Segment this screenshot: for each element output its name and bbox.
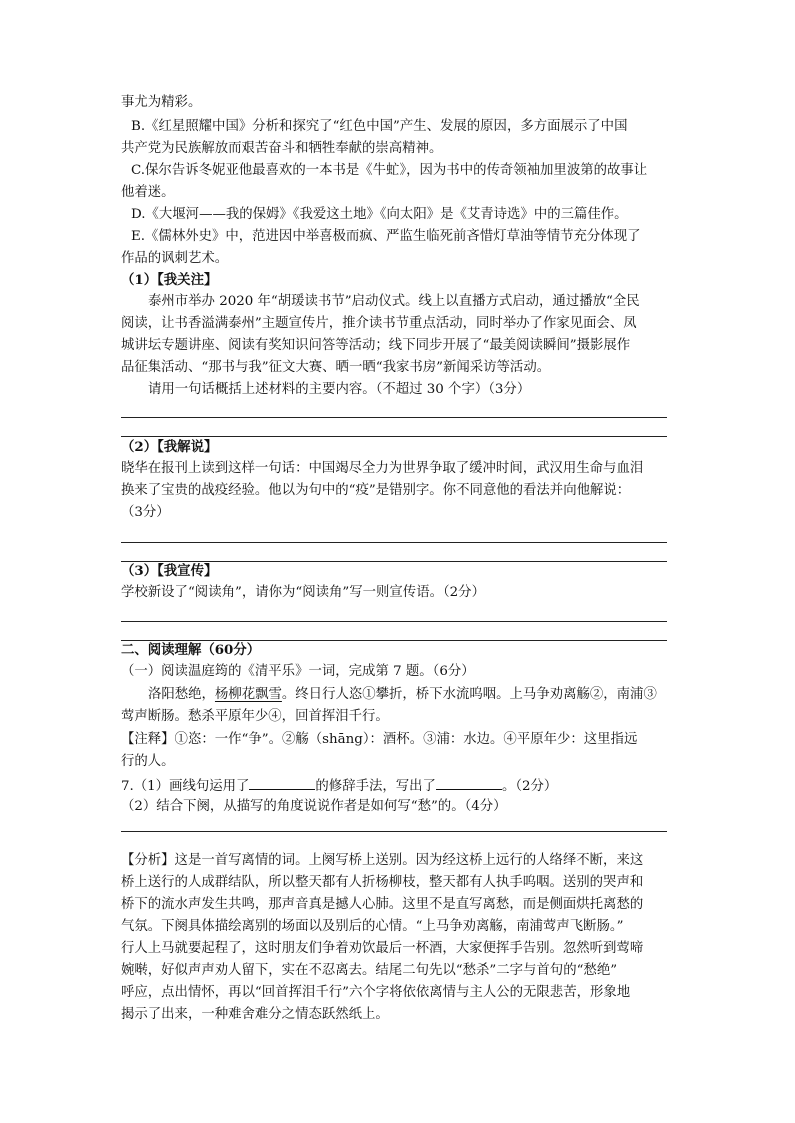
q7-part1 xyxy=(121,775,557,797)
answer-line[interactable] xyxy=(121,621,667,622)
q7-text: 。（2分） xyxy=(501,779,558,794)
q7-text: 7.（1）画线句运用了 xyxy=(121,779,250,794)
q2-para-line2: 换来了宝贵的战疫经验。他以为句中的“疫”是错别字。你不同意他的看法并向他解说： xyxy=(121,483,631,498)
choice-e-line2: 作品的讽刺艺术。 xyxy=(121,251,229,266)
poem-intro: （一）阅读温庭筠的《清平乐》一词，完成第 7 题。（6分） xyxy=(121,664,475,679)
choice-a-end: 事尤为精彩。 xyxy=(121,95,202,110)
fill-blank[interactable] xyxy=(249,775,315,790)
q1-para-line3: 城讲坛专题讲座、阅读有奖知识问答等活动；线下同步开展了“最美阅读瞬间”摄影展作 xyxy=(121,338,631,353)
q1-para-line1: 泰州市举办 2020 年“胡瑗读书节”启动仪式。线上以直播方式启动，通过播放“全民 xyxy=(148,294,640,309)
answer-line[interactable] xyxy=(121,417,667,418)
notes-line1: 【注释】①恣：一作“争”。②觞（shāng）：酒杯。③浦：水边。④平原年少：这里指远 xyxy=(121,732,638,747)
q1-question: 请用一句话概括上述材料的主要内容。（不超过 30 个字）（3分） xyxy=(148,382,531,397)
q7-part2: （2）结合下阕，从描写的角度说说作者是如何写“愁”的。（4分） xyxy=(121,799,507,814)
answer-line[interactable] xyxy=(121,831,667,832)
q2-para-line1: 晓华在报刊上读到这样一句话：中国竭尽全力为世界争取了缓冲时间，武汉用生命与血泪 xyxy=(121,461,644,476)
q2-para-line3: （3分） xyxy=(121,505,170,520)
fill-blank[interactable] xyxy=(436,775,502,790)
q7-text: 的修辞手法，写出了 xyxy=(315,779,436,794)
choice-c-line1: C.保尔告诉冬妮亚他最喜欢的一本书是《牛虻》，因为书中的传奇领袖加里波第的故事让 xyxy=(131,163,648,178)
analysis-line3: 桥下的流水声发生共鸣，那声音真是撼人心肺。这里不是直写离愁，而是侧面烘托离愁的 xyxy=(121,897,644,912)
notes-line2: 行的人。 xyxy=(121,754,175,769)
q1-para-line4: 品征集活动、“那书与我”征文大赛、晒一晒“我家书房”新闻采访等活动。 xyxy=(121,360,551,375)
choice-b-line1: B.《红星照耀中国》分析和探究了“红色中国”产生、发展的原因，多方面展示了中国 xyxy=(131,119,628,134)
choice-d-line1: D.《大堰河——我的保姆》《我爱这土地》《向太阳》是《艾青诗选》中的三篇佳作。 xyxy=(131,207,628,222)
analysis-line1: 【分析】这是一首写离情的词。上阕写桥上送别。因为经这桥上远行的人络绎不断，来这 xyxy=(121,853,644,868)
q1-para-line2: 阅读，让书香溢满泰州”主题宣传片，推介读书节重点活动，同时举办了作家见面会、凤 xyxy=(121,316,637,331)
analysis-line8: 揭示了出来，一种难舍难分之情态跃然纸上。 xyxy=(121,1007,389,1022)
q1-label: （1）【我关注】 xyxy=(121,272,218,288)
poem-line1 xyxy=(148,685,657,705)
answer-line[interactable] xyxy=(121,542,667,543)
poem-line2: 莺声断肠。愁杀平原年少④，回首挥泪千行。 xyxy=(121,709,389,724)
q2-label: （2）【我解说】 xyxy=(121,439,218,455)
choice-c-line2: 他着迷。 xyxy=(121,185,175,200)
q3-label: （3）【我宣传】 xyxy=(121,563,218,579)
poem-text: 洛阳愁绝， xyxy=(148,687,215,702)
analysis-line2: 桥上送行的人成群结队，所以整天都有人折杨柳枝，整天都有人执手呜咽。送别的哭声和 xyxy=(121,875,644,890)
choice-b-line2: 共产党为民族解放而艰苦奋斗和牺牲奉献的崇高精神。 xyxy=(121,141,443,156)
poem-text: 。终日行人恣①攀折，桥下水流呜咽。上马争劝离觞②，南浦③ xyxy=(281,687,657,702)
choice-e-line1: E.《儒林外史》中，范进因中举喜极而疯、严监生临死前吝惜灯草油等情节充分体现了 xyxy=(131,229,641,244)
analysis-line5: 行人上马就要起程了，这时朋友们争着劝饮最后一杯酒，大家便挥手告别。忽然听到莺啼 xyxy=(121,941,644,956)
analysis-line4: 气氛。下阕具体描绘离别的场面以及别后的心情。“上马争劝离觞，南浦莺声飞断肠。” xyxy=(121,919,624,934)
section-heading: 二、阅读理解（60分） xyxy=(121,642,261,658)
underlined-verse: 杨柳花飘雪 xyxy=(214,687,282,702)
analysis-line7: 呼应，点出情怀，再以“回首挥泪千行”六个字将依依离情与主人公的无限悲苦，形象地 xyxy=(121,985,631,1000)
analysis-line6: 婉啭，好似声声劝人留下，实在不忍离去。结尾二句先以“愁杀”二字与首句的“愁绝” xyxy=(121,963,618,978)
q3-para-line1: 学校新设了“阅读角”，请你为“阅读角”写一则宣传语。（2分） xyxy=(121,585,485,600)
